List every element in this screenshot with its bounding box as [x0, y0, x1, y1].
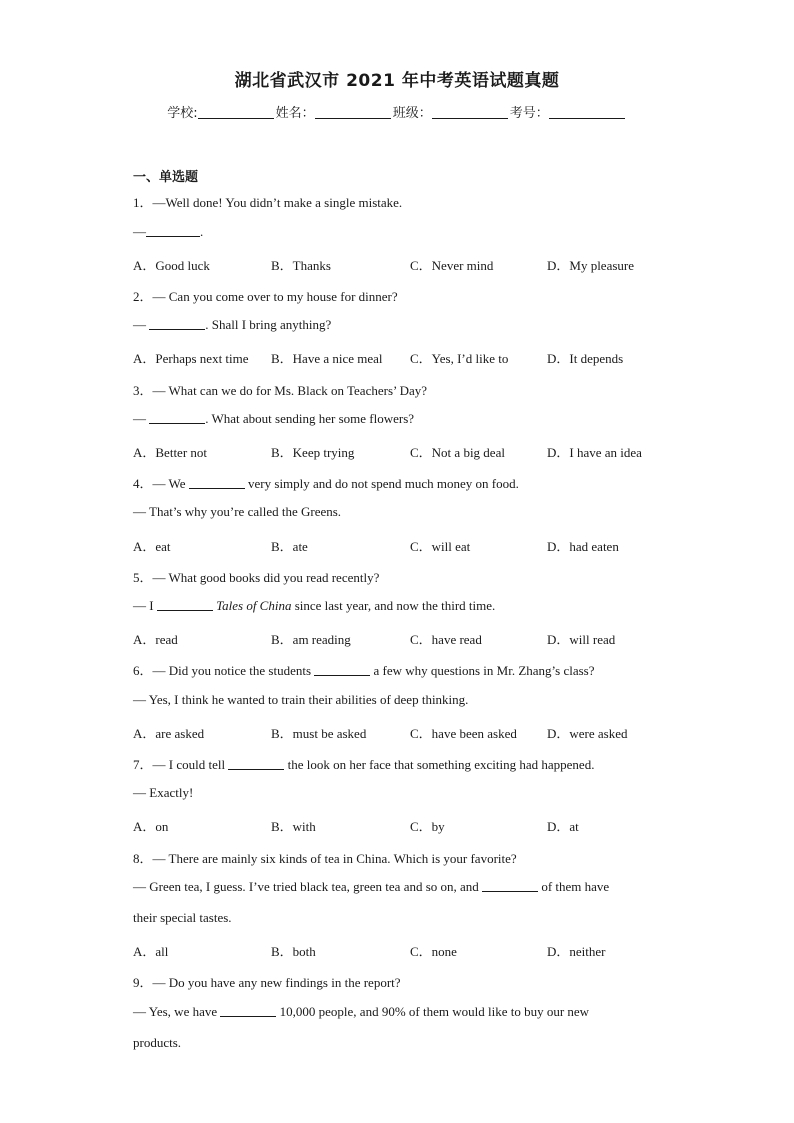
- page-title: 湖北省武汉市 2021 年中考英语试题真题: [234, 71, 560, 91]
- option-c[interactable]: C．none: [410, 944, 457, 959]
- response-suffix: . Shall I bring anything?: [205, 317, 332, 332]
- section-title: 一、单选题: [133, 170, 199, 185]
- number-label: 考号：: [509, 106, 549, 121]
- option-a[interactable]: A．eat: [133, 539, 171, 554]
- question-text: — Do you have any new findings in the report?: [152, 975, 401, 990]
- response-text: — Exactly!: [133, 785, 194, 800]
- response-suffix: 10,000 people, and 90% of them would like to buy our new: [276, 1004, 590, 1019]
- response-text: products.: [133, 1035, 182, 1050]
- response-suffix: since last year, and now the third time.: [291, 598, 496, 613]
- option-b[interactable]: B．ate: [271, 539, 308, 554]
- response-prefix: — Yes, we have: [133, 1004, 221, 1019]
- response-text: their special tastes.: [133, 910, 232, 925]
- question-6-prompt: [133, 660, 595, 679]
- option-a[interactable]: A．Better not: [133, 445, 208, 460]
- answer-blank: [157, 599, 213, 611]
- option-b[interactable]: B．Thanks: [271, 258, 331, 273]
- question-4-prompt: [133, 473, 519, 492]
- question-number: 2．: [133, 289, 153, 304]
- option-d[interactable]: D．had eaten: [547, 539, 619, 554]
- option-d[interactable]: D．will read: [547, 632, 616, 647]
- question-number: 4．: [133, 476, 153, 491]
- option-b[interactable]: B．both: [271, 944, 316, 959]
- class-field[interactable]: [432, 106, 508, 119]
- question-text-pre: — Did you notice the students: [152, 663, 315, 678]
- question-4-response: [133, 504, 341, 520]
- response-prefix: — Green tea, I guess. I’ve tried black tea, green tea and so on, and: [133, 879, 483, 894]
- name-label: 姓名：: [275, 106, 315, 121]
- question-1-prompt: [133, 192, 402, 211]
- answer-blank: [149, 318, 205, 330]
- option-a[interactable]: A．read: [133, 632, 178, 647]
- question-3-response: [133, 411, 414, 427]
- question-8-response-continued: [133, 910, 232, 926]
- response-text: — That’s why you’re called the Greens.: [133, 504, 342, 519]
- question-text-post: the look on her face that something exciting had happened.: [284, 757, 595, 772]
- school-label: 学校:: [167, 106, 198, 121]
- question-number: 7．: [133, 757, 153, 772]
- question-text-pre: — I could tell: [152, 757, 229, 772]
- option-c[interactable]: C．by: [410, 819, 445, 834]
- question-2-prompt: [133, 286, 398, 305]
- option-d[interactable]: D．at: [547, 819, 579, 834]
- question-text-pre: — We: [152, 476, 189, 491]
- question-number: 8．: [133, 851, 153, 866]
- option-d[interactable]: D．neither: [547, 944, 606, 959]
- option-d[interactable]: D．It depends: [547, 351, 624, 366]
- option-a[interactable]: A．Perhaps next time: [133, 351, 249, 366]
- option-a[interactable]: A．on: [133, 819, 169, 834]
- question-2-response: [133, 317, 331, 333]
- response-suffix: of them have: [538, 879, 610, 894]
- question-number: 9．: [133, 975, 153, 990]
- question-6-response: [133, 692, 468, 708]
- option-b[interactable]: B．Have a nice meal: [271, 351, 383, 366]
- response-text: — Yes, I think he wanted to train their abilities of deep thinking.: [133, 692, 469, 707]
- option-c[interactable]: C．Yes, I’d like to: [410, 351, 509, 366]
- option-c[interactable]: C．will eat: [410, 539, 471, 554]
- school-field[interactable]: [198, 106, 274, 119]
- question-5-prompt: [133, 567, 379, 586]
- book-title: Tales of China: [216, 598, 292, 613]
- response-suffix: . What about sending her some flowers?: [205, 411, 415, 426]
- response-prefix: —: [133, 317, 150, 332]
- option-c[interactable]: C．have been asked: [410, 726, 517, 741]
- option-b[interactable]: B．must be asked: [271, 726, 367, 741]
- question-text: —Well done! You didn’t make a single mistake.: [152, 195, 403, 210]
- answer-blank: [149, 412, 205, 424]
- question-9-response-continued: [133, 1035, 181, 1051]
- question-text: — What good books did you read recently?: [152, 570, 380, 585]
- answer-blank: [482, 880, 538, 892]
- question-7-prompt: [133, 754, 594, 773]
- question-8-prompt: [133, 848, 517, 867]
- option-d[interactable]: D．My pleasure: [547, 258, 635, 273]
- question-number: 5．: [133, 570, 153, 585]
- question-8-response: [133, 879, 609, 895]
- response-prefix: —: [133, 411, 150, 426]
- option-c[interactable]: C．have read: [410, 632, 482, 647]
- question-1-response: [133, 224, 203, 240]
- option-b[interactable]: B．with: [271, 819, 316, 834]
- question-text: — Can you come over to my house for dinner?: [152, 289, 398, 304]
- answer-blank: [146, 225, 200, 237]
- question-3-prompt: [133, 380, 427, 399]
- question-9-response: [133, 1004, 589, 1020]
- question-number: 6．: [133, 663, 153, 678]
- option-a[interactable]: A．Good luck: [133, 258, 210, 273]
- option-a[interactable]: A．all: [133, 944, 169, 959]
- response-prefix: —: [133, 224, 146, 239]
- option-b[interactable]: B．am reading: [271, 632, 351, 647]
- option-d[interactable]: D．were asked: [547, 726, 628, 741]
- option-b[interactable]: B．Keep trying: [271, 445, 355, 460]
- question-5-response: [133, 598, 495, 614]
- answer-blank: [220, 1005, 276, 1017]
- response-prefix: — I: [133, 598, 157, 613]
- answer-blank: [228, 758, 284, 770]
- question-text-post: very simply and do not spend much money on food.: [244, 476, 519, 491]
- option-c[interactable]: C．Not a big deal: [410, 445, 505, 460]
- question-number: 3．: [133, 383, 153, 398]
- answer-blank: [314, 664, 370, 676]
- question-text: — There are mainly six kinds of tea in China. Which is your favorite?: [152, 851, 517, 866]
- number-field[interactable]: [549, 106, 625, 119]
- student-info-row: [0, 102, 794, 121]
- question-text: — What can we do for Ms. Black on Teachers’ Day?: [152, 383, 428, 398]
- name-field[interactable]: [315, 106, 391, 119]
- option-d[interactable]: D．I have an idea: [547, 445, 642, 460]
- answer-blank: [189, 477, 245, 489]
- option-a[interactable]: A．are asked: [133, 726, 205, 741]
- question-9-prompt: [133, 972, 401, 991]
- class-label: 班级：: [392, 106, 432, 121]
- option-c[interactable]: C．Never mind: [410, 258, 494, 273]
- question-number: 1．: [133, 195, 153, 210]
- response-suffix: .: [200, 224, 204, 239]
- question-7-response: [133, 785, 193, 801]
- question-text-post: a few why questions in Mr. Zhang’s class?: [370, 663, 595, 678]
